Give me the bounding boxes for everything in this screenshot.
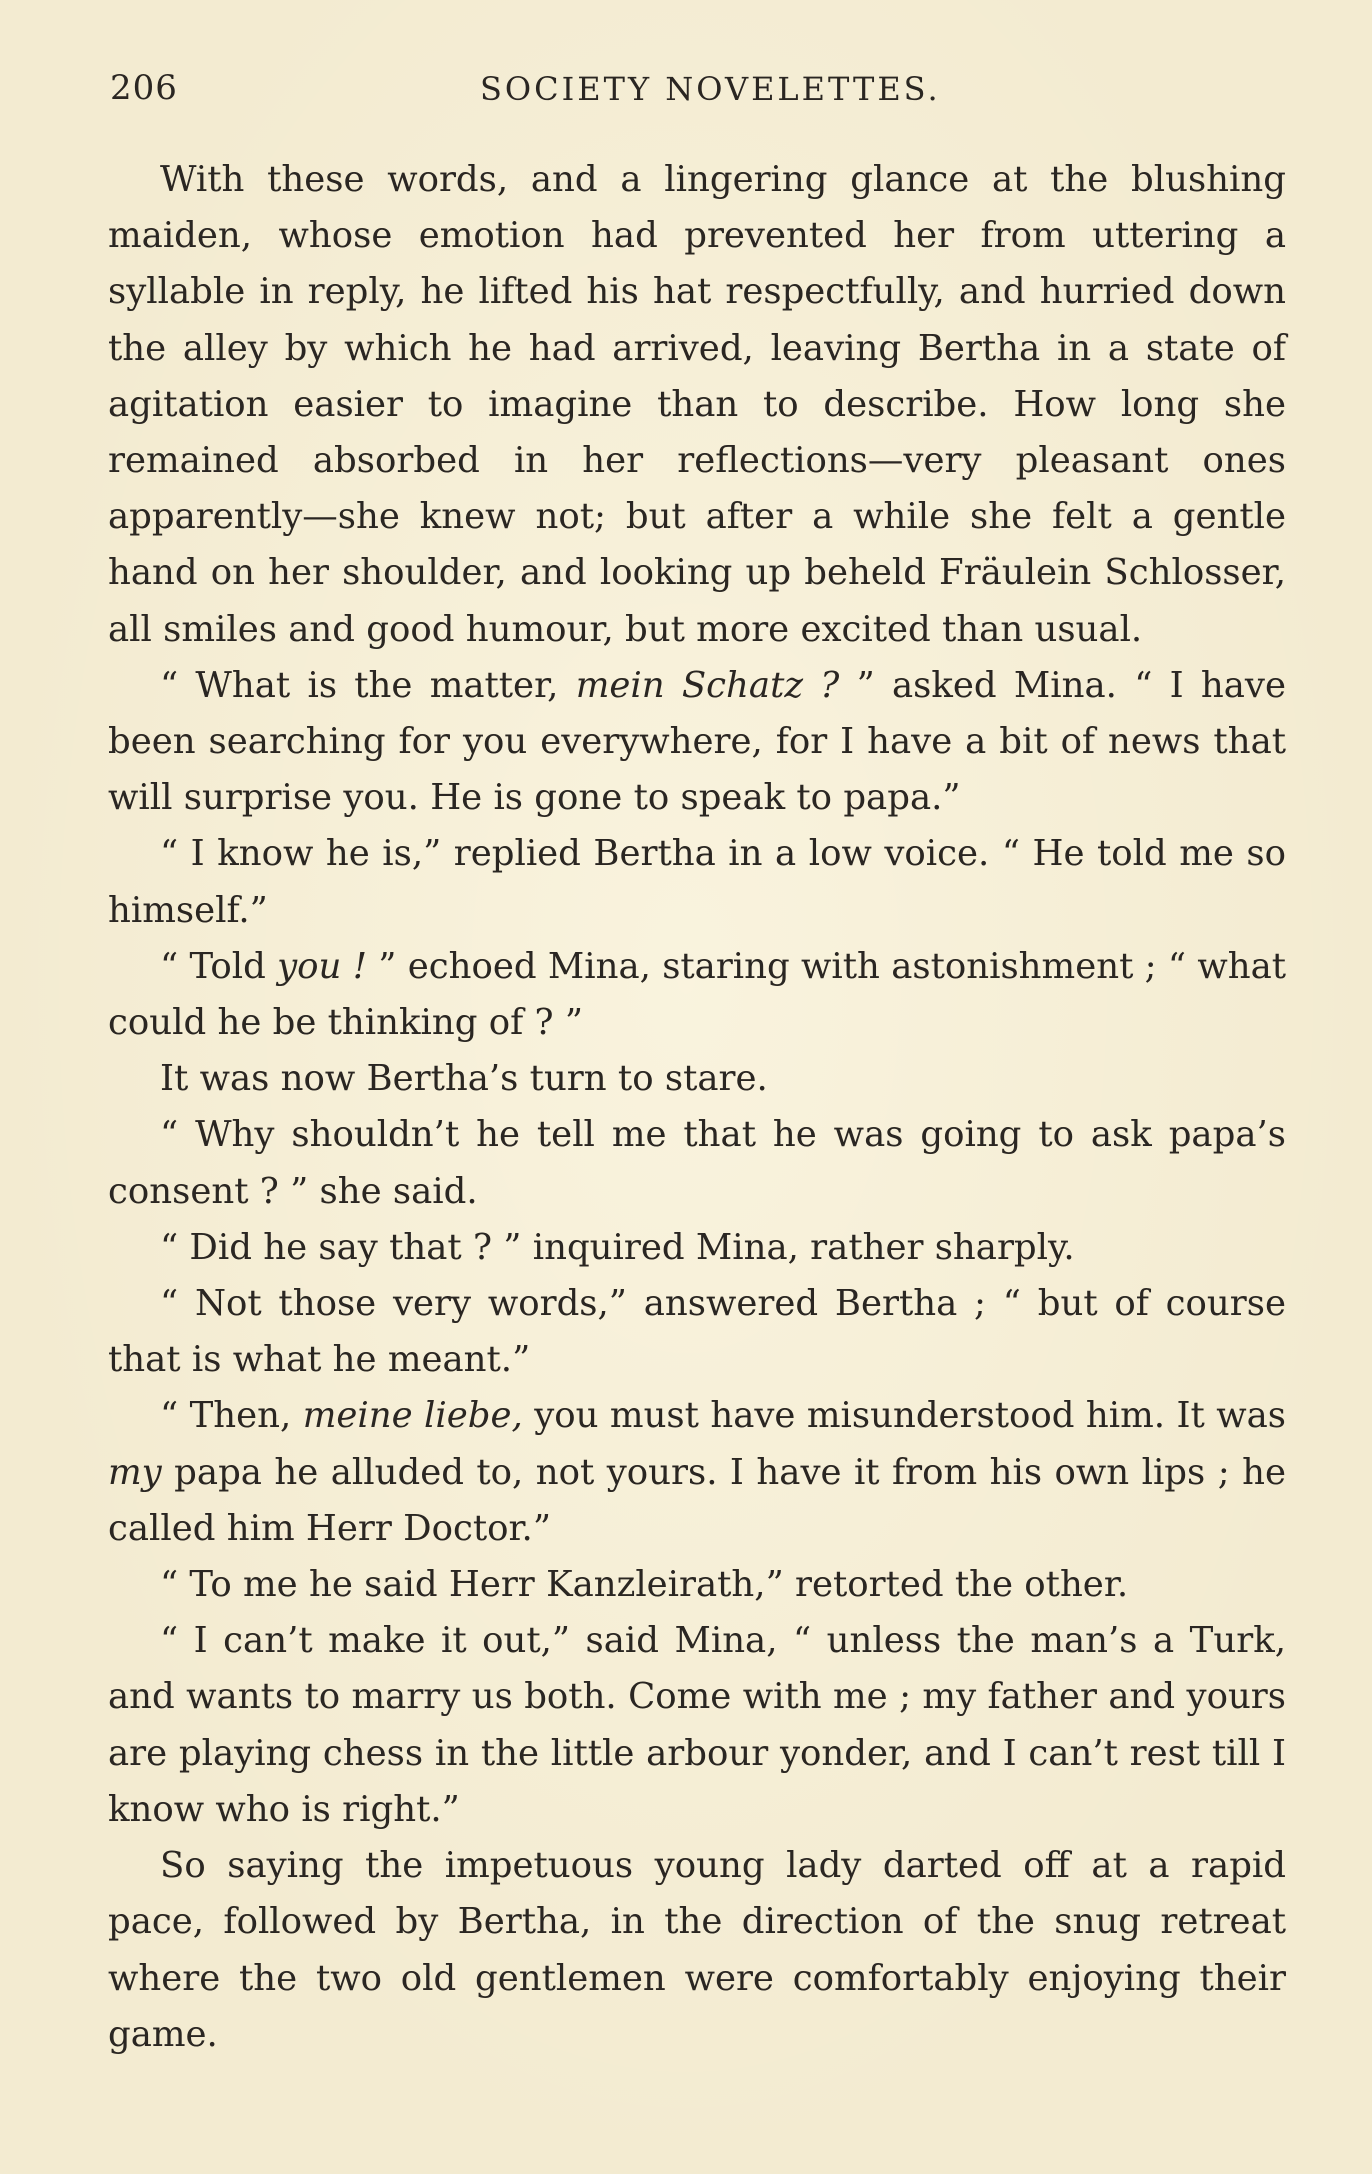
text-run: “ I can’t make it out,” said Mina, “ unless the man’s a Turk, and wants to marry us both. Come with me ; my father and yours are playing chess in the little arbour yonder, and I can’t rest till I know who is right.” [108,1620,1286,1830]
text-run: “ What is the matter, [160,664,576,706]
text-run: ” asked Mina. “ I have been searching for you everywhere, for I have a bit of news that will surprise you. He is gone to speak to papa.” [108,664,1286,819]
paragraph [108,939,1286,1051]
text-run: “ To me he said Herr Kanzleirath,” retorted the other. [160,1564,1129,1606]
text-run: So saying the impetuous young lady darted off at a rapid pace, followed by Bertha, in the direction of the snug retreat where the two old gentlemen were comfortably enjoying their game. [108,1845,1286,2055]
paragraph [108,1051,1286,1107]
paragraph [108,1220,1286,1276]
italic-run: my [108,1451,162,1493]
paragraph [108,1276,1286,1388]
paragraph [108,1107,1286,1219]
text-run: papa he alluded to, not yours. I have it from his own lips ; he called him Herr Doctor.” [108,1451,1286,1549]
text-run: ” echoed Mina, staring with astonishment ; “ what could he be thinking of ? ” [108,945,1287,1044]
running-head: SOCIETY NOVELETTES. [480,70,941,108]
page-header [110,68,1290,118]
italic-run: mein Schatz ? [575,664,840,706]
italic-run: meine liebe, [302,1395,523,1437]
text-run: With these words, and a lingering glance at the blushing maiden, whose emotion had prevented her from uttering a syllable in reply, he lifted his hat respectfully, and hurried down the alley by which he had arrived, leaving Bertha in a state of agitation easier to imagine than to describe. How long she remained absorbed in her reflections—very pleasant ones apparently—she knew not; but after a while she felt a gentle hand on her shoulder, and looking up beheld Fräulein Schlosser, all smiles and good humour, but more excited than usual. [108,159,1286,650]
text-run: you must have misunderstood him. It was [522,1395,1286,1437]
paragraph [108,1838,1286,2063]
paragraph [108,658,1286,827]
text-run: It was now Bertha’s turn to stare. [160,1058,768,1100]
paragraph [108,1388,1286,1557]
text-run: “ Then, [160,1395,303,1437]
page-number: 206 [110,68,178,108]
text-run: “ I know he is,” replied Bertha in a low voice. “ He told me so himself.” [108,833,1286,931]
paragraph [108,1557,1286,1613]
text-run: “ Did he say that ? ” inquired Mina, rather sharply. [160,1226,1075,1268]
paragraph [108,1613,1286,1838]
paragraph [108,826,1286,938]
italic-run: you ! [277,945,367,987]
body-text [108,152,1286,2063]
text-run: “ Not those very words,” answered Bertha ; “ but of course that is what he meant.” [108,1283,1286,1381]
text-run: “ Told [160,945,278,987]
text-run: “ Why shouldn’t he tell me that he was going to ask papa’s consent ? ” she said. [108,1114,1286,1212]
paragraph [108,152,1286,658]
